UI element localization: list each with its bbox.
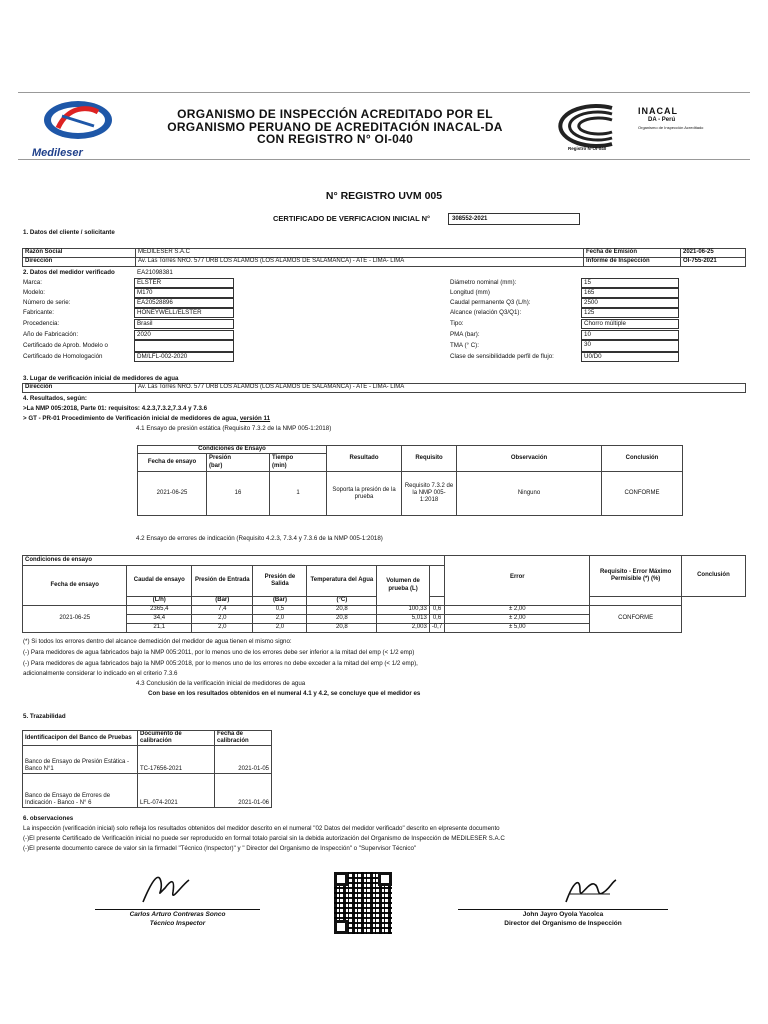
pressure-observacion-value: Ninguno: [457, 472, 602, 516]
meter-label: Número de serie:: [23, 299, 71, 306]
serial-top: EA21098381: [137, 269, 173, 276]
pressure-fecha-header: Fecha de ensayo: [138, 454, 207, 472]
pressure-presion-value: 16: [207, 472, 270, 516]
razon-value: MEDILESER S.A.C: [136, 249, 584, 258]
meter-value: DM/LFL-002-2020: [134, 352, 234, 362]
error-temp-value: 20,8: [307, 624, 377, 633]
client-table: [22, 248, 746, 267]
signature-left-icon: [135, 868, 195, 908]
error-temp-header: Temperatura del Agua: [307, 566, 377, 597]
error-caudal-unit: (L/h): [127, 597, 192, 606]
error-concl-header: Conclusión: [681, 556, 745, 597]
trace-fecha: 2021-01-05: [215, 746, 272, 774]
norm-line-2: [23, 415, 270, 423]
error-pe-value: 2,0: [192, 615, 253, 624]
observation-line: La inspección (verificación inicial) solo refleja los resultados obtenidos del medidor descrito en el numeral "02 Datos del medidor verificado" descrito en elpresente documento: [23, 825, 500, 832]
table-row: [23, 746, 272, 774]
section3-title: 3. Lugar de verificación inicial de medidores de agua: [23, 375, 179, 382]
error-concl-unit-spacer: [590, 597, 681, 606]
meter-label: Marca:: [23, 279, 42, 286]
meter-value: 165: [581, 288, 679, 298]
error-req-value: ± 2,00: [445, 606, 590, 615]
meter-label: Caudal permanente Q3 (L/h):: [450, 299, 531, 306]
informe-label: Informe de Inspección: [584, 258, 681, 267]
error-ps-value: 2,0: [253, 615, 307, 624]
pressure-presion-unit: (bar): [207, 463, 270, 472]
inacal-logo-reg: Registro N°OI-040: [568, 146, 607, 151]
error-vol-header: Volumen de prueba (L): [377, 566, 430, 606]
pressure-requisito-value: Requisito 7.3.2 de la NMP 005-1:2018: [402, 472, 457, 516]
header-title: [130, 108, 540, 146]
meter-label: Alcance (relación Q3/Q1):: [450, 309, 522, 316]
meter-label: Tipo:: [450, 320, 464, 327]
observation-line: (-)El presente documento carece de valor sin la firmadel "Técnico (Inspector)" y " Director del Organismo de Inspección" o "Supervisor Técnico": [23, 845, 417, 852]
error-temp-unit: (°C): [307, 597, 377, 606]
inacal-logo: [542, 102, 742, 154]
qr-finder: [334, 872, 348, 886]
meter-value: M170: [134, 288, 234, 298]
note-line: adicionalmente considerar lo indicado en el criterio 7.3.6: [23, 670, 178, 677]
meter-label: Clase de sensibilidadde perfil de flujo:: [450, 353, 554, 360]
meter-value: Brasil: [134, 319, 234, 329]
medileser-logo-text: Medileser: [32, 147, 83, 159]
note-line: (-) Para medidores de agua fabricados bajo la NMP 005:2018, por lo menos uno de los errores no debe exceder a la mitad del emp (< 1/2 emp),: [23, 660, 418, 667]
meter-value: Chorro múltiple: [581, 319, 679, 329]
trace-banco: Banco de Ensayo de Presión Estática - Banco N°1: [23, 746, 138, 774]
meter-label: Procedencia:: [23, 320, 60, 327]
norm-line-2-text: > GT - PR-01 Procedimiento de Verificación inicial de medidores de agua,: [23, 415, 240, 422]
pressure-tiempo-value: 1: [270, 472, 327, 516]
meter-label: Certificado de Aprob. Modelo o: [23, 342, 108, 349]
qr-code-icon: [334, 872, 392, 934]
error-fecha-header: Fecha de ensayo: [23, 566, 127, 606]
error-caudal-value: 2365,4: [127, 606, 192, 615]
error-req-value: ± 5,00: [445, 624, 590, 633]
signature-left-role: Técnico Inspector: [149, 920, 206, 927]
error-value: 0,6: [429, 615, 444, 624]
location-value: Av. Las Torres NRO. 577 URB LOS ALAMOS (LOS ALAMOS DE SALAMANCA) - ATE - LIMA- LIMA: [136, 384, 746, 393]
signature-left-line: [95, 909, 260, 910]
error-caudal-header: Caudal de ensayo: [127, 566, 192, 597]
fecha-emision-label: Fecha de Emisión: [584, 249, 681, 258]
error-caudal-value: 34,4: [127, 615, 192, 624]
note-line: (-) Para medidores de agua fabricados bajo la NMP 005:2011, por lo menos uno de los errores debe ser inferior a la mitad del emp (< 1/2 emp): [23, 649, 415, 656]
error-req-value: ± 2,00: [445, 615, 590, 624]
meter-value: 30: [581, 340, 679, 352]
error-concl-value: CONFORME: [590, 606, 681, 633]
pressure-fecha-value: 2021-06-25: [138, 472, 207, 516]
meter-value: 2020: [134, 330, 234, 340]
signature-right-name: John Jayro Oyola Yacolca: [522, 911, 604, 918]
error-ps-unit: (Bar): [253, 597, 307, 606]
meter-label: Longitud (mm): [450, 289, 490, 296]
certificate-label: CERTIFICADO DE VERFICACION INICIAL N°: [273, 214, 431, 223]
error-pe-value: 7,4: [192, 606, 253, 615]
subsection-41: 4.1 Ensayo de presión estática (Requisito 7.3.2 de la NMP 005-1:2018): [136, 425, 332, 432]
error-vol-value: 5,013: [377, 615, 430, 624]
registro-title: N° REGISTRO UVM 005: [325, 190, 443, 202]
error-cond-header: Condiciones de ensayo: [23, 556, 445, 566]
meter-value: 10: [581, 330, 679, 340]
inacal-logo-icon: [542, 102, 634, 150]
medileser-logo-icon: [32, 98, 132, 144]
subsection-43: 4.3 Conclusión de la verificación inicial de medidores de agua: [136, 680, 306, 687]
medileser-logo: [32, 98, 132, 159]
inacal-logo-sub: DA - Perú: [648, 117, 676, 123]
trace-doc: LFL-074-2021: [138, 774, 215, 808]
inacal-logo-sub2: Organismo de Inspección Acreditado: [638, 125, 704, 130]
trace-doc: TC-17656-2021: [138, 746, 215, 774]
error-req-header: Requisito - Error Máximo Permisible (*) (%): [590, 556, 681, 597]
norm-line-1: >La NMP 005:2018, Parte 01: requisitos: 4.2.3,7.3.2,7.3.4 y 7.3.6: [23, 405, 208, 412]
trace-banco: Banco de Ensayo de Errores de Indicación - Banco - N° 6: [23, 774, 138, 808]
pressure-tiempo-header: Tiempo: [270, 454, 327, 463]
error-temp-value: 20,8: [307, 615, 377, 624]
trace-h2: Documento de calibración: [138, 731, 215, 746]
meter-value: 125: [581, 308, 679, 318]
error-temp-value: 20,8: [307, 606, 377, 615]
pressure-tiempo-unit: (min): [270, 463, 327, 472]
location-table: [22, 383, 746, 393]
informe-value: OI-755-2021: [681, 258, 746, 267]
section5-title: 5. Trazabilidad: [23, 713, 66, 720]
trace-h3: Fecha de calibración: [215, 731, 272, 746]
meter-value: ELSTER: [134, 278, 234, 288]
meter-value: [134, 340, 234, 352]
meter-label: PMA (bar):: [450, 331, 480, 338]
section6-title: 6. observaciones: [23, 815, 74, 822]
meter-label: Diámetro nominal (mm):: [450, 279, 517, 286]
meter-value: 2500: [581, 298, 679, 308]
error-req-unit-spacer: [429, 597, 444, 606]
meter-value: 15: [581, 278, 679, 288]
table-row: [23, 606, 746, 615]
inacal-logo-text: INACAL: [638, 106, 678, 116]
pressure-conclusion-header: Conclusión: [602, 446, 683, 472]
direccion-label: Dirección: [23, 258, 136, 267]
header-title-line2: ORGANISMO PERUANO DE ACREDITACIÓN INACAL-DA: [167, 119, 503, 134]
table-row: [23, 774, 272, 808]
error-ps-value: 2,0: [253, 624, 307, 633]
pressure-cond-header: Condiciones de Ensayo: [138, 446, 327, 454]
pressure-presion-header: Presión: [207, 454, 270, 463]
meter-value: EA20528896: [134, 298, 234, 308]
error-header: [445, 556, 590, 606]
qr-finder: [378, 872, 392, 886]
meter-value: U0/D0: [581, 352, 679, 362]
norm-version: versión 11: [239, 415, 271, 422]
meter-label: Fabricante:: [23, 309, 54, 316]
pressure-test-table: [137, 445, 683, 516]
error-pe-value: 2,0: [192, 624, 253, 633]
section2-title: 2. Datos del medidor verificado: [23, 269, 115, 276]
pressure-resultado-header: Resultado: [327, 446, 402, 472]
signature-right-role: Director del Organismo de Inspección: [504, 920, 622, 927]
razon-label: Razón Social: [23, 249, 136, 258]
direccion-value: Av. Las Torres NRO. 577 URB LOS ALAMOS (LOS ALAMOS DE SALAMANCA) - ATE - LIMA- LIMA: [136, 258, 584, 267]
error-pe-header: Presión de Entrada: [192, 566, 253, 597]
signature-left-name: Carlos Arturo Contreras Sonco: [129, 911, 226, 918]
pressure-observacion-header: Observación: [457, 446, 602, 472]
trace-h1: Identificacipon del Banco de Pruebas: [23, 731, 138, 746]
note-line: (*) Si todos los errores dentro del alcance demedición del medidor de agua tienen el mismo signo:: [23, 638, 292, 645]
error-ps-header: Presión de Salida: [253, 566, 307, 597]
section1-title: 1. Datos del cliente / solicitante: [23, 229, 115, 236]
meter-label: Modelo:: [23, 289, 46, 296]
error-value: 0,6: [429, 606, 444, 615]
meter-value: HONEYWELL/ELSTER: [134, 308, 234, 318]
section4-title: 4. Resultados, según:: [23, 395, 87, 402]
subsection-42: 4.2 Ensayo de errores de indicación (Requisito 4.2.3, 7.3.4 y 7.3.6 de la NMP 005-1:2018): [136, 535, 383, 542]
pressure-resultado-value: Soporta la presión de la prueba: [327, 472, 402, 516]
pressure-requisito-header: Requisito: [402, 446, 457, 472]
certificate-number: 308552-2021: [448, 213, 580, 225]
header-title-line1: ORGANISMO DE INSPECCIÓN ACREDITADO POR EL: [177, 107, 493, 121]
qr-finder: [334, 920, 348, 934]
error-test-table: [22, 555, 746, 633]
location-label: Dirección: [23, 384, 136, 393]
trace-fecha: 2021-01-06: [215, 774, 272, 808]
error-vol-value: 2,003: [377, 624, 430, 633]
error-pe-unit: (Bar): [192, 597, 253, 606]
error-ps-value: 0,5: [253, 606, 307, 615]
pressure-conclusion-value: CONFORME: [602, 472, 683, 516]
signature-right-icon: [560, 872, 620, 908]
meter-label: Certificado de Homologación: [23, 353, 103, 360]
error-fecha-value: 2021-06-25: [23, 606, 127, 633]
meter-label: Año de Fabricación:: [23, 331, 79, 338]
error-caudal-value: 21,1: [127, 624, 192, 633]
header-title-line3: CON REGISTRO N° OI-040: [256, 132, 414, 146]
meter-label: TMA (° C):: [450, 342, 479, 349]
error-header-label: Error: [509, 574, 525, 580]
error-vol-value: 100,33: [377, 606, 430, 615]
observation-line: (-)El presente Certificado de Verificación inicial no puede ser reproducido en formal totalo parcial sin la debida autorización del Organismo de Inspección de MEDILESER S.A.C: [23, 835, 505, 842]
fecha-emision-value: 2021-06-25: [681, 249, 746, 258]
signature-right-line: [458, 909, 668, 910]
traceability-table: [22, 730, 272, 808]
error-value: -0,7: [429, 624, 444, 633]
conclusion-text: Con base en los resultados obtenidos en el numeral 4.1 y 4.2, se concluye que el medidor es: [148, 690, 421, 697]
